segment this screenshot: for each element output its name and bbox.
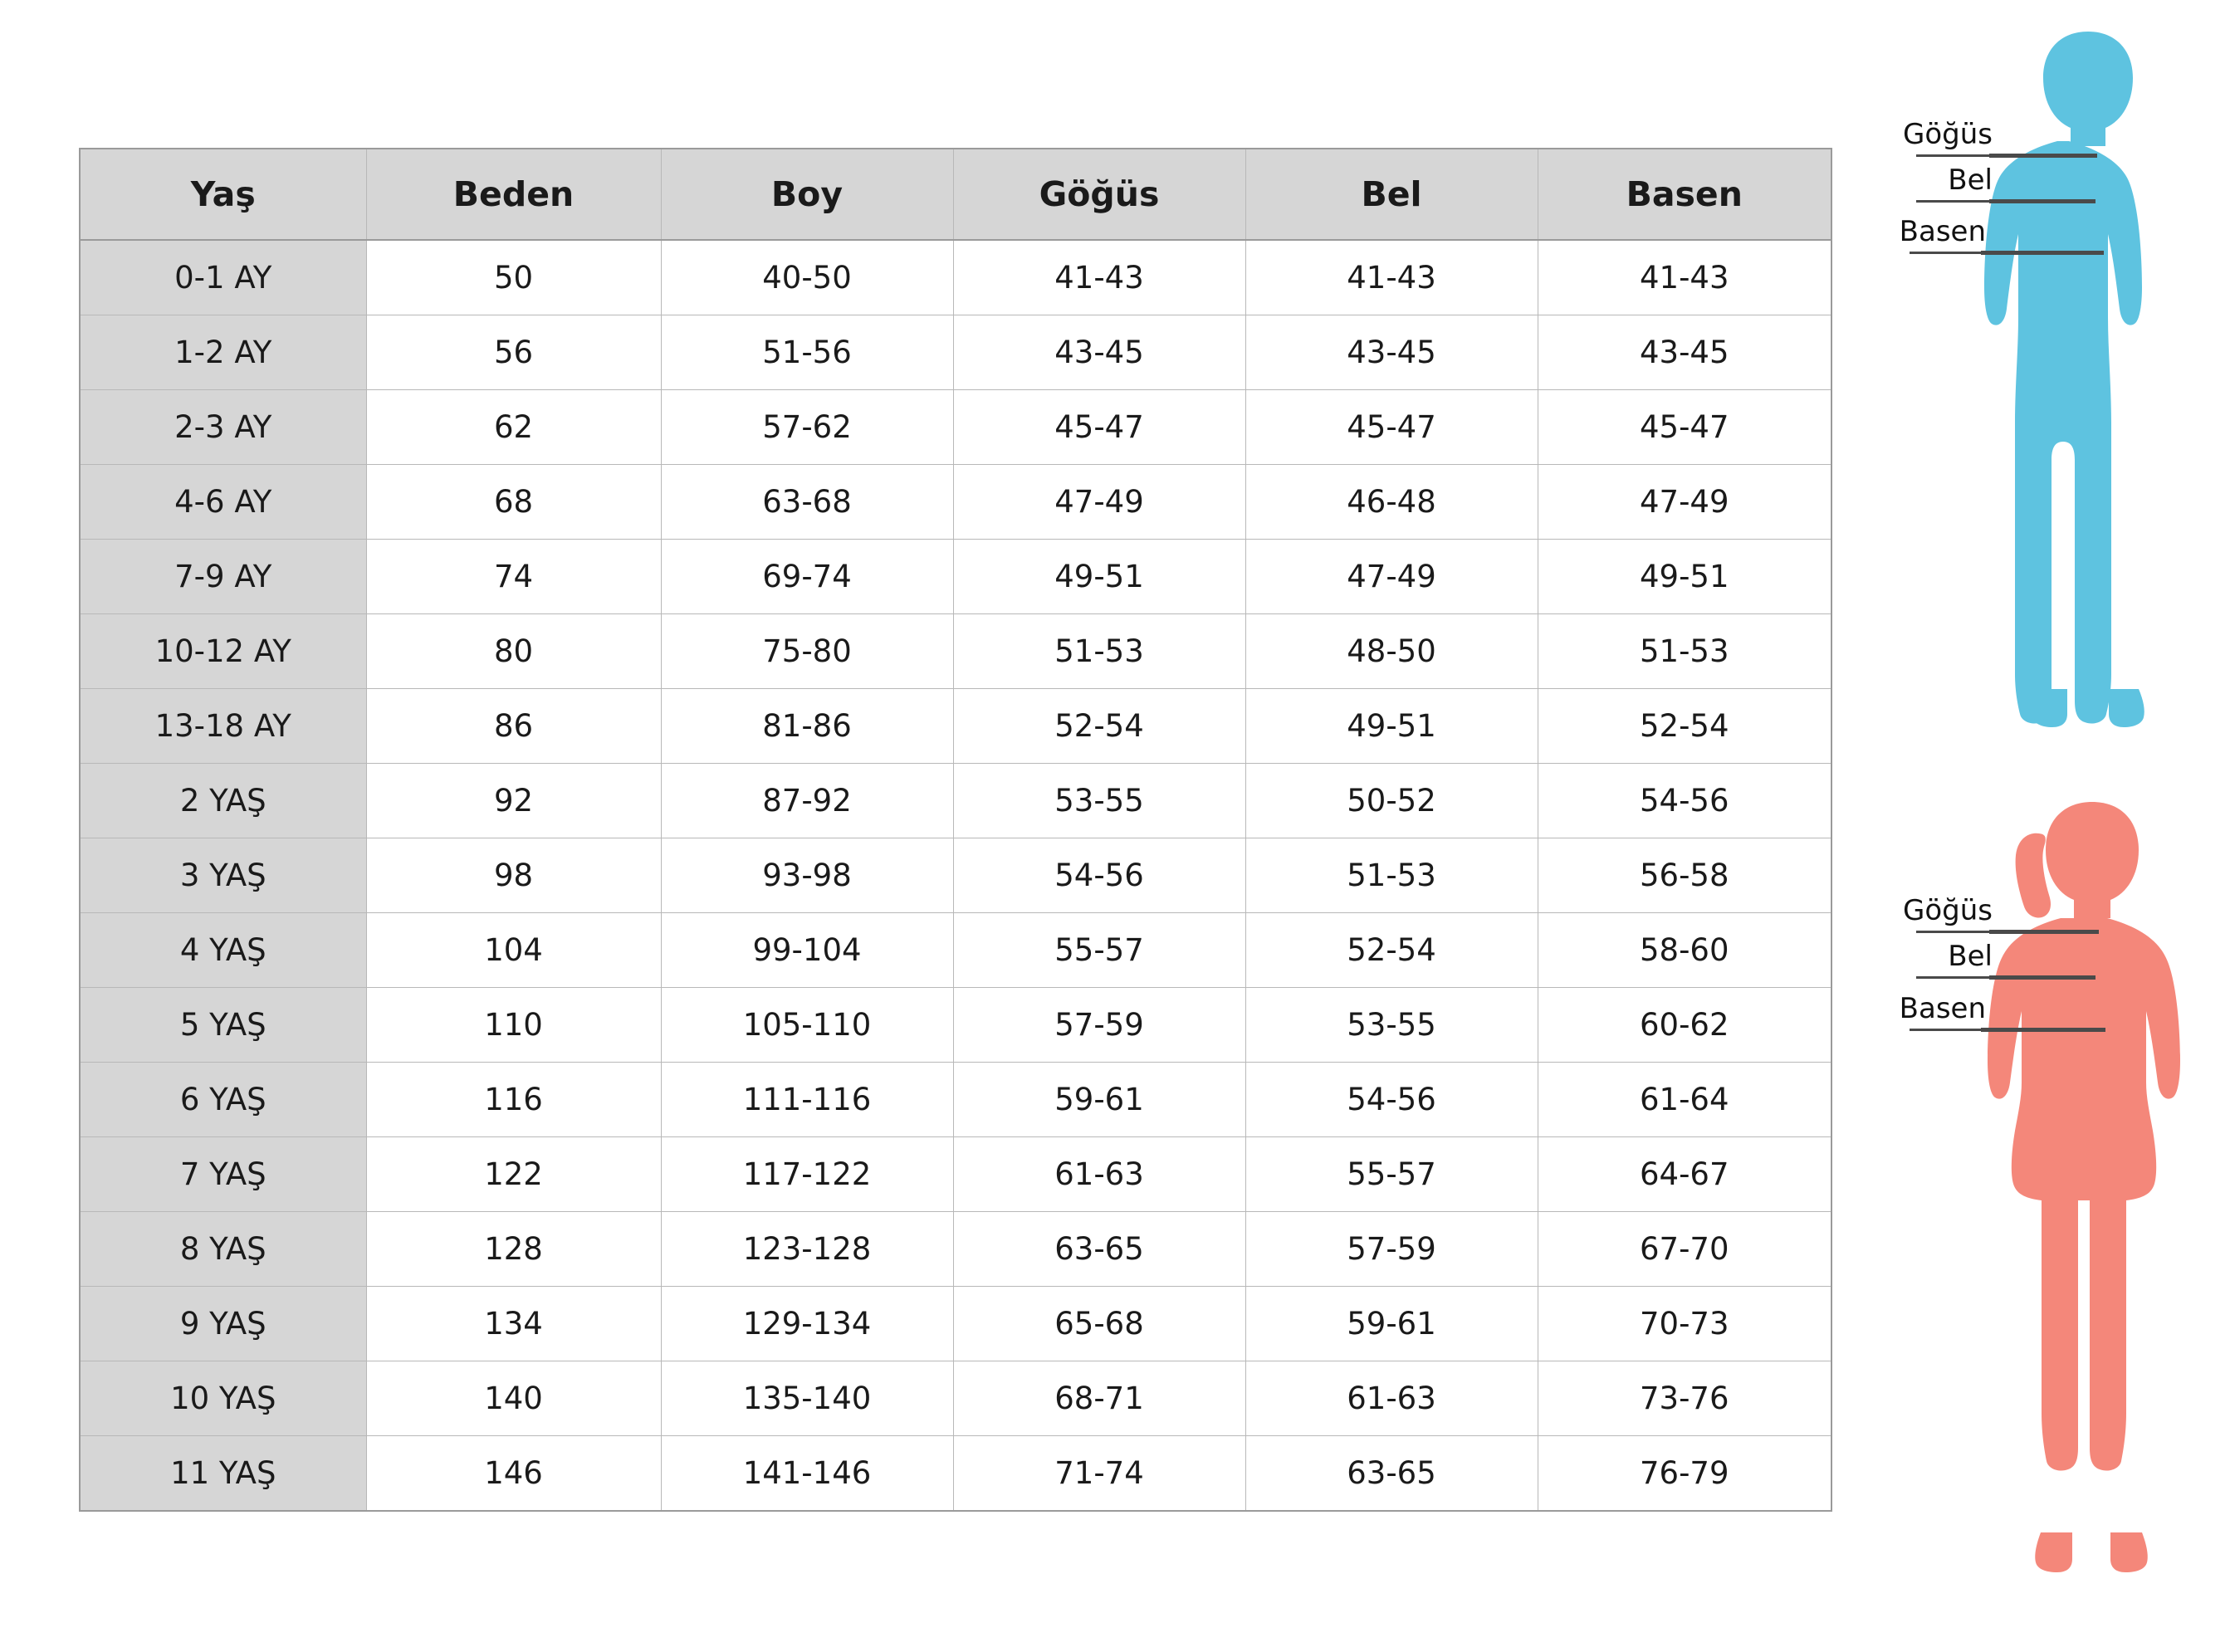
cell-size: 68 [366,465,661,540]
cell-hip: 43-45 [1538,315,1831,390]
table-row [80,988,1831,1063]
cell-size: 50 [366,240,661,315]
column-header-chest: Göğüs [953,149,1245,240]
cell-waist: 63-65 [1245,1436,1538,1512]
cell-size: 86 [366,689,661,764]
girl-hip-leader-line [1910,1029,1984,1031]
cell-waist: 61-63 [1245,1361,1538,1436]
cell-hip: 51-53 [1538,614,1831,689]
cell-chest: 55-57 [953,913,1245,988]
table-row [80,1287,1831,1361]
cell-hip: 56-58 [1538,838,1831,913]
cell-waist: 54-56 [1245,1063,1538,1137]
table-body [80,240,1831,1511]
girl-hip-measure-line [1981,1028,2105,1032]
cell-waist: 45-47 [1245,390,1538,465]
cell-hip: 52-54 [1538,689,1831,764]
table-row [80,614,1831,689]
cell-chest: 63-65 [953,1212,1245,1287]
cell-age: 3 YAŞ [80,838,366,913]
table-row [80,540,1831,614]
cell-chest: 45-47 [953,390,1245,465]
cell-height: 117-122 [661,1137,953,1212]
cell-height: 123-128 [661,1212,953,1287]
column-header-waist: Bel [1245,149,1538,240]
boy-figure [1827,25,2230,805]
column-header-size: Beden [366,149,661,240]
table-row [80,764,1831,838]
cell-size: 146 [366,1436,661,1512]
boy-waist-measure-line [1989,199,2096,203]
cell-hip: 41-43 [1538,240,1831,315]
cell-age: 0-1 AY [80,240,366,315]
girl-chest-measure-line [1989,930,2099,934]
table-header [80,149,1831,240]
cell-height: 51-56 [661,315,953,390]
cell-waist: 50-52 [1245,764,1538,838]
cell-chest: 65-68 [953,1287,1245,1361]
cell-chest: 52-54 [953,689,1245,764]
table-row [80,913,1831,988]
cell-waist: 48-50 [1245,614,1538,689]
cell-chest: 61-63 [953,1137,1245,1212]
cell-height: 105-110 [661,988,953,1063]
table-row [80,1063,1831,1137]
cell-age: 9 YAŞ [80,1287,366,1361]
cell-size: 134 [366,1287,661,1361]
cell-age: 7-9 AY [80,540,366,614]
girl-silhouette-icon [1968,797,2208,1652]
cell-age: 4 YAŞ [80,913,366,988]
cell-hip: 67-70 [1538,1212,1831,1287]
cell-size: 98 [366,838,661,913]
cell-age: 6 YAŞ [80,1063,366,1137]
cell-size: 122 [366,1137,661,1212]
cell-chest: 68-71 [953,1361,1245,1436]
boy-hip-label: Basen [1899,215,1986,248]
cell-height: 129-134 [661,1287,953,1361]
cell-hip: 54-56 [1538,764,1831,838]
cell-size: 80 [366,614,661,689]
cell-height: 57-62 [661,390,953,465]
column-header-height: Boy [661,149,953,240]
column-header-hip: Basen [1538,149,1831,240]
cell-waist: 52-54 [1245,913,1538,988]
cell-size: 104 [366,913,661,988]
girl-hip-label: Basen [1899,992,1986,1025]
cell-age: 4-6 AY [80,465,366,540]
cell-age: 2 YAŞ [80,764,366,838]
boy-silhouette-icon [1968,25,2208,805]
boy-chest-measure-line [1989,154,2097,158]
cell-size: 140 [366,1361,661,1436]
cell-height: 93-98 [661,838,953,913]
cell-age: 8 YAŞ [80,1212,366,1287]
cell-age: 2-3 AY [80,390,366,465]
cell-size: 116 [366,1063,661,1137]
cell-size: 128 [366,1212,661,1287]
boy-chest-leader-line [1916,154,1991,157]
boy-waist-label: Bel [1948,164,1993,197]
header-row [80,149,1831,240]
cell-hip: 45-47 [1538,390,1831,465]
cell-height: 87-92 [661,764,953,838]
cell-size: 62 [366,390,661,465]
cell-hip: 47-49 [1538,465,1831,540]
cell-waist: 41-43 [1245,240,1538,315]
cell-age: 11 YAŞ [80,1436,366,1512]
cell-hip: 49-51 [1538,540,1831,614]
cell-size: 92 [366,764,661,838]
cell-chest: 71-74 [953,1436,1245,1512]
cell-waist: 51-53 [1245,838,1538,913]
column-header-age: Yaş [80,149,366,240]
table-row [80,1361,1831,1436]
cell-hip: 73-76 [1538,1361,1831,1436]
cell-waist: 53-55 [1245,988,1538,1063]
cell-chest: 57-59 [953,988,1245,1063]
figures-panel [1827,0,2230,1652]
cell-height: 63-68 [661,465,953,540]
cell-hip: 76-79 [1538,1436,1831,1512]
cell-height: 75-80 [661,614,953,689]
size-table-container [79,148,1831,1512]
cell-hip: 58-60 [1538,913,1831,988]
cell-waist: 47-49 [1245,540,1538,614]
table-row [80,1212,1831,1287]
cell-age: 10 YAŞ [80,1361,366,1436]
boy-waist-leader-line [1916,200,1991,203]
table-row [80,240,1831,315]
table-row [80,1436,1831,1512]
cell-chest: 43-45 [953,315,1245,390]
table-row [80,838,1831,913]
cell-waist: 57-59 [1245,1212,1538,1287]
cell-height: 141-146 [661,1436,953,1512]
cell-chest: 53-55 [953,764,1245,838]
girl-waist-leader-line [1916,976,1991,979]
size-table [79,148,1832,1512]
cell-age: 10-12 AY [80,614,366,689]
cell-age: 13-18 AY [80,689,366,764]
cell-height: 81-86 [661,689,953,764]
table-row [80,1137,1831,1212]
cell-height: 69-74 [661,540,953,614]
cell-chest: 41-43 [953,240,1245,315]
girl-figure [1827,797,2230,1652]
cell-hip: 60-62 [1538,988,1831,1063]
table-row [80,315,1831,390]
table-row [80,390,1831,465]
boy-chest-label: Göğüs [1903,118,1993,151]
cell-age: 1-2 AY [80,315,366,390]
cell-hip: 61-64 [1538,1063,1831,1137]
cell-chest: 49-51 [953,540,1245,614]
cell-height: 111-116 [661,1063,953,1137]
cell-chest: 47-49 [953,465,1245,540]
boy-hip-measure-line [1981,251,2104,255]
cell-height: 40-50 [661,240,953,315]
girl-chest-leader-line [1916,931,1991,933]
cell-waist: 55-57 [1245,1137,1538,1212]
cell-waist: 46-48 [1245,465,1538,540]
cell-waist: 49-51 [1245,689,1538,764]
cell-height: 135-140 [661,1361,953,1436]
cell-chest: 51-53 [953,614,1245,689]
cell-size: 74 [366,540,661,614]
cell-age: 5 YAŞ [80,988,366,1063]
boy-hip-leader-line [1910,252,1984,254]
cell-waist: 43-45 [1245,315,1538,390]
cell-waist: 59-61 [1245,1287,1538,1361]
cell-size: 110 [366,988,661,1063]
table-row [80,689,1831,764]
cell-hip: 70-73 [1538,1287,1831,1361]
girl-waist-label: Bel [1948,940,1993,973]
cell-height: 99-104 [661,913,953,988]
cell-chest: 59-61 [953,1063,1245,1137]
girl-waist-measure-line [1989,975,2096,980]
table-row [80,465,1831,540]
cell-size: 56 [366,315,661,390]
cell-chest: 54-56 [953,838,1245,913]
girl-chest-label: Göğüs [1903,894,1993,927]
cell-hip: 64-67 [1538,1137,1831,1212]
cell-age: 7 YAŞ [80,1137,366,1212]
